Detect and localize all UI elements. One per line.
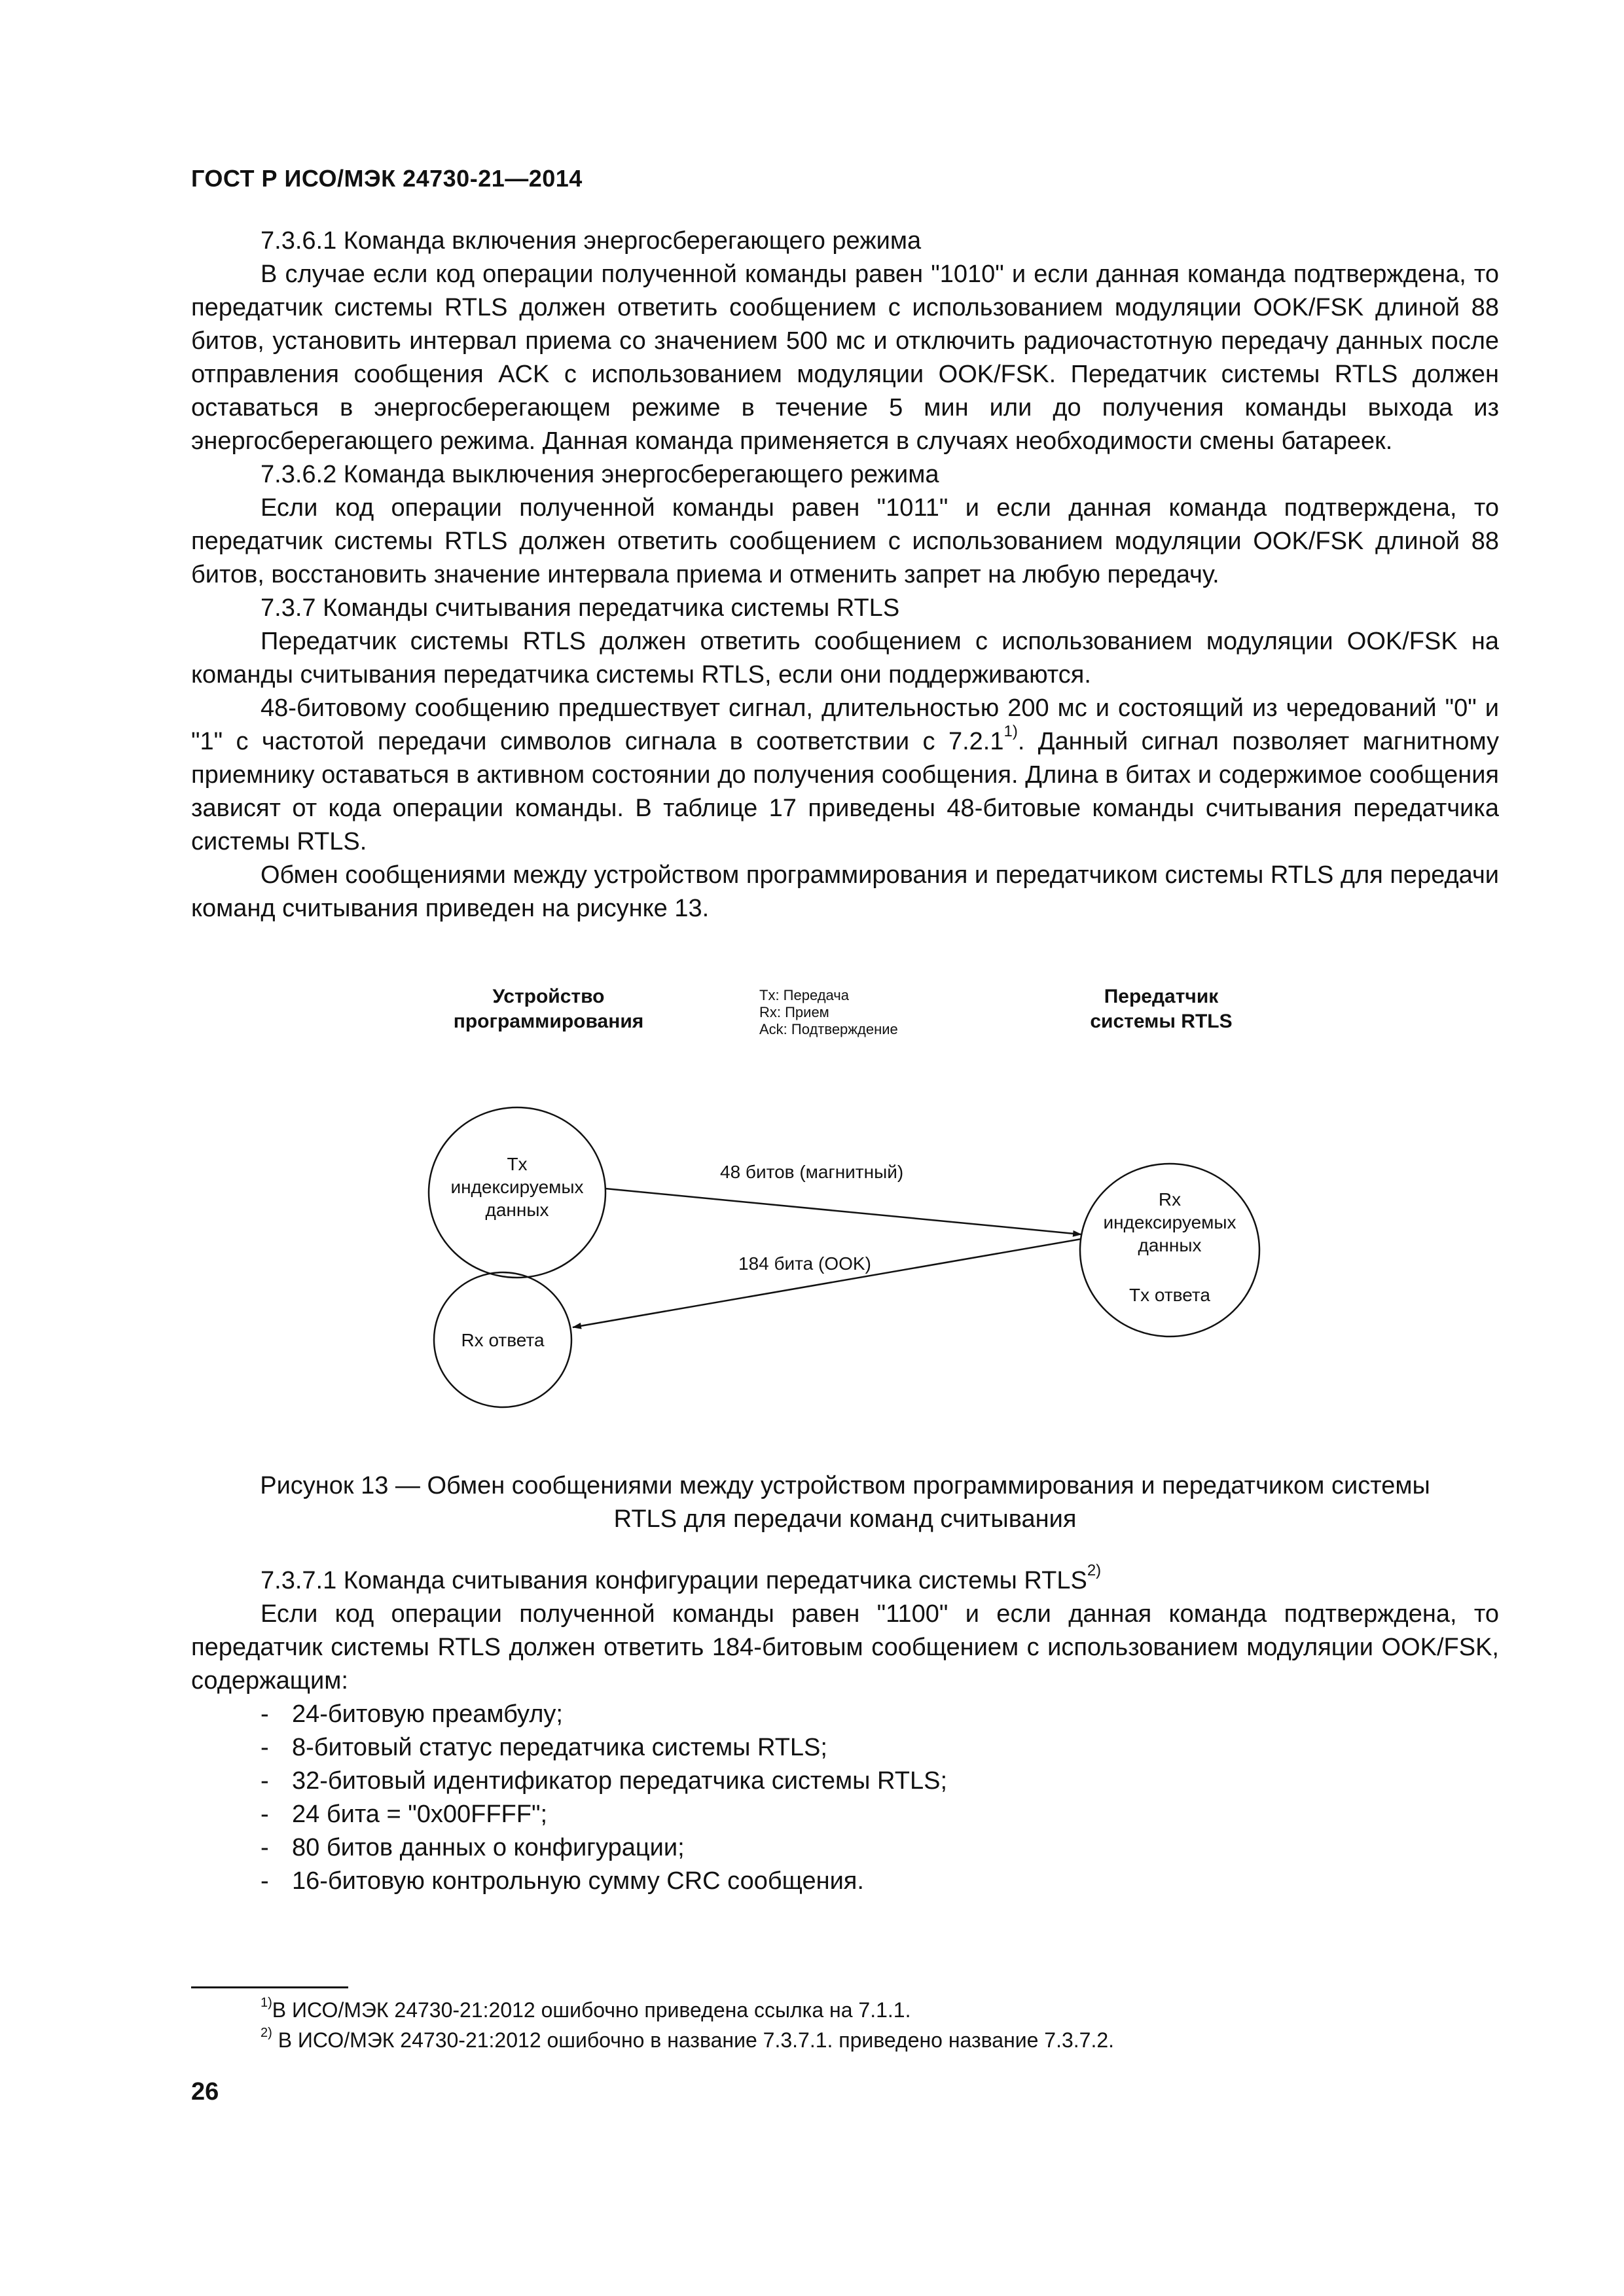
footnote-ref-1[interactable]: 1) bbox=[1003, 723, 1018, 740]
text-block-upper bbox=[191, 224, 1499, 925]
section-737-text-2b: . Данный сигнал позволяет магнитному приемнику оставаться в активном состоянии до получения сообщения. Длина в битах и содержимое сообщения зависят от кода операции команды. В таблице 17 приведены 48-битовые команды считывания передатчика системы RTLS. bbox=[191, 728, 1499, 855]
footnote-1-mark: 1) bbox=[261, 1996, 272, 2010]
list-item bbox=[191, 1798, 1499, 1831]
list-item-text: 16-битовую контрольную сумму CRC сообщения. bbox=[292, 1867, 864, 1895]
node-rx-label-2: индексируемых bbox=[1103, 1212, 1236, 1232]
footnote-2-text: В ИСО/МЭК 24730-21:2012 ошибочно в название 7.3.7.1. приведено название 7.3.7.2. bbox=[272, 2028, 1115, 2052]
footnotes bbox=[261, 1995, 1114, 2055]
section-737-text-2a: 48-битовому сообщению предшествует сигнал, длительностью 200 мс и состоящий из чередований "0" и "1" с частотой передачи символов сигнала в соответствии с 7.2.1 bbox=[191, 694, 1499, 755]
node-rx-response-label: Rx ответа bbox=[461, 1330, 545, 1350]
legend-rx: Rx: Прием bbox=[759, 1004, 829, 1020]
section-7371-text: Если код операции полученной команды равен "1100" и если данная команда подтверждена, то передатчик системы RTLS должен ответить 184-битовым сообщением с использованием модуляции OOK/FSK, содержащим: bbox=[191, 1600, 1499, 1695]
footnote-2-mark: 2) bbox=[261, 2026, 272, 2040]
footnote-2 bbox=[261, 2025, 1114, 2055]
section-7362-title: 7.3.6.2 Команда выключения энергосберегающего режима bbox=[261, 461, 939, 488]
list-item bbox=[191, 1731, 1499, 1765]
node-rx-label-1: Rx bbox=[1158, 1189, 1182, 1210]
arrow-48-bits bbox=[605, 1189, 1081, 1234]
caption-line-2: RTLS для передачи команд считывания bbox=[613, 1505, 1077, 1533]
footnote-1 bbox=[261, 1995, 1114, 2025]
arrow-184-bits bbox=[573, 1239, 1081, 1327]
list-item-text: 8-битовый статус передатчика системы RTLS; bbox=[292, 1734, 827, 1761]
list-dash: - bbox=[261, 1801, 269, 1828]
section-737-text-1: Передатчик системы RTLS должен ответить сообщением с использованием модуляции OOK/FSK на команды считывания передатчика системы RTLS, если они поддерживаются. bbox=[191, 628, 1499, 689]
node-tx-label-3: данных bbox=[485, 1200, 549, 1220]
legend-ack: Ack: Подтверждение bbox=[759, 1021, 898, 1037]
section-737-title: 7.3.7 Команды считывания передатчика системы RTLS bbox=[261, 594, 900, 622]
list-item bbox=[191, 1865, 1499, 1898]
left-column-title-2: программирования bbox=[453, 1011, 644, 1032]
list-item-text: 32-битовый идентификатор передатчика системы RTLS; bbox=[292, 1767, 948, 1795]
section-7371-title bbox=[191, 1564, 1499, 1598]
left-column-title-1: Устройство bbox=[492, 986, 605, 1007]
section-7361-text: В случае если код операции полученной команды равен "1010" и если данная команда подтверждена, то передатчик системы RTLS должен ответить сообщением с использованием модуляции OOK/FSK длиной 88 битов, установить интервал приема со значением 500 мс и отключить радиочастотную передачу данных после отправления сообщения ACK с использованием модуляции OOK/FSK. Передатчик системы RTLS должен оставаться в энергосберегающем режиме в течение 5 мин или до получения команды выхода из энергосберегающего режима. Данная команда применяется в случаях необходимости смены батареек. bbox=[191, 260, 1499, 455]
section-737-text-3: Обмен сообщениями между устройством программирования и передатчиком системы RTLS для передачи команд считывания приведен на рисунке 13. bbox=[191, 861, 1499, 922]
list-item-text: 24-битовую преамбулу; bbox=[292, 1700, 563, 1728]
list-dash: - bbox=[261, 1767, 269, 1795]
caption-line-1: Рисунок 13 — Обмен сообщениями между устройством программирования и передатчиком системы bbox=[260, 1472, 1430, 1499]
config-message-contents-list bbox=[191, 1698, 1499, 1898]
section-7362-text: Если код операции полученной команды равен "1011" и если данная команда подтверждена, то передатчик системы RTLS должен ответить сообщением с использованием модуляции OOK/FSK длиной 88 битов, восстановить значение интервала приема и отменить запрет на любую передачу. bbox=[191, 494, 1499, 588]
footnote-ref-2[interactable]: 2) bbox=[1087, 1562, 1102, 1579]
footnote-1-text: В ИСО/МЭК 24730-21:2012 ошибочно приведена ссылка на 7.1.1. bbox=[272, 1998, 911, 2022]
legend-tx: Tx: Передача bbox=[759, 987, 849, 1003]
list-dash: - bbox=[261, 1700, 269, 1728]
node-rx-label-3: данных bbox=[1138, 1235, 1202, 1255]
section-7361-title: 7.3.6.1 Команда включения энергосберегающего режима bbox=[261, 227, 922, 255]
right-column-title-2: системы RTLS bbox=[1090, 1011, 1233, 1032]
list-item bbox=[191, 1698, 1499, 1731]
list-item-text: 24 бита = "0x00FFFF"; bbox=[292, 1801, 548, 1828]
list-dash: - bbox=[261, 1834, 269, 1861]
list-item-text: 80 битов данных о конфигурации; bbox=[292, 1834, 685, 1861]
figure-13-caption bbox=[191, 1469, 1499, 1536]
arrow-48-bits-label: 48 битов (магнитный) bbox=[720, 1162, 904, 1182]
figure-13-diagram bbox=[0, 969, 1624, 1427]
list-item bbox=[191, 1765, 1499, 1798]
node-tx-label-2: индексируемых bbox=[450, 1177, 584, 1197]
text-block-lower bbox=[191, 1564, 1499, 1898]
section-737-text-2 bbox=[191, 692, 1499, 859]
arrow-184-bits-label: 184 бита (OOK) bbox=[738, 1253, 871, 1274]
list-dash: - bbox=[261, 1867, 269, 1895]
document-header: ГОСТ Р ИСО/МЭК 24730-21—2014 bbox=[191, 165, 583, 192]
right-column-title-1: Передатчик bbox=[1104, 986, 1219, 1007]
section-7371-title-text: 7.3.7.1 Команда считывания конфигурации передатчика системы RTLS bbox=[261, 1567, 1087, 1594]
list-item bbox=[191, 1831, 1499, 1865]
footnote-separator bbox=[191, 1986, 348, 1988]
page-number: 26 bbox=[191, 2078, 219, 2106]
node-tx-label-1: Tx bbox=[507, 1154, 528, 1174]
list-dash: - bbox=[261, 1734, 269, 1761]
node-rx-label-4: Tx ответа bbox=[1129, 1285, 1210, 1305]
